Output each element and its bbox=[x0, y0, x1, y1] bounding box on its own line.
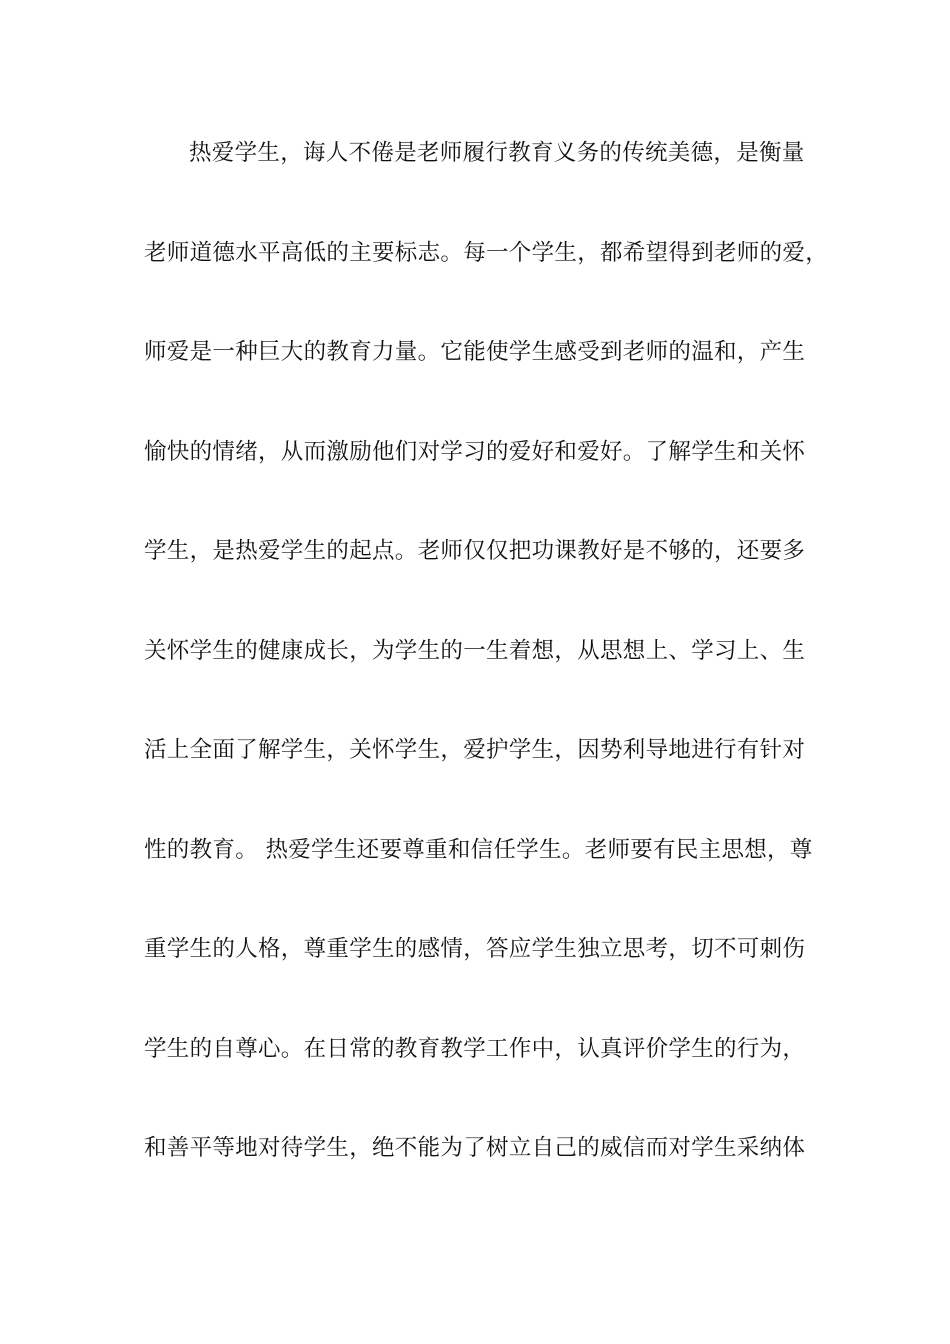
text-line-2: 老师道德水平高低的主要标志。每一个学生，都希望得到老师的爱， bbox=[144, 239, 829, 266]
text-line-4: 愉快的情绪，从而激励他们对学习的爱好和爱好。了解学生和关怀 bbox=[144, 438, 806, 465]
text-line-3: 师爱是一种巨大的教育力量。它能使学生感受到老师的温和，产生 bbox=[144, 339, 806, 365]
text-line-9: 重学生的人格，尊重学生的感情，答应学生独立思考，切不可刺伤 bbox=[144, 936, 806, 962]
text-line-11: 和善平等地对待学生，绝不能为了树立自己的威信而对学生采纳体 bbox=[144, 1135, 806, 1161]
text-line-7: 活上全面了解学生，关怀学生，爱护学生，因势利导地进行有针对 bbox=[144, 737, 806, 763]
text-line-10: 学生的自尊心。在日常的教育教学工作中，认真评价学生的行为， bbox=[144, 1035, 806, 1062]
text-line-1: 热爱学生，诲人不倦是老师履行教育义务的传统美德，是衡量 bbox=[189, 140, 805, 166]
text-line-5: 学生，是热爱学生的起点。老师仅仅把功课教好是不够的，还要多 bbox=[144, 538, 806, 564]
text-line-6: 关怀学生的健康成长，为学生的一生着想，从思想上、学习上、生 bbox=[144, 637, 806, 664]
text-line-8: 性的教育。 热爱学生还要尊重和信任学生。老师要有民主思想，尊 bbox=[144, 836, 813, 863]
body-text bbox=[144, 131, 829, 1226]
